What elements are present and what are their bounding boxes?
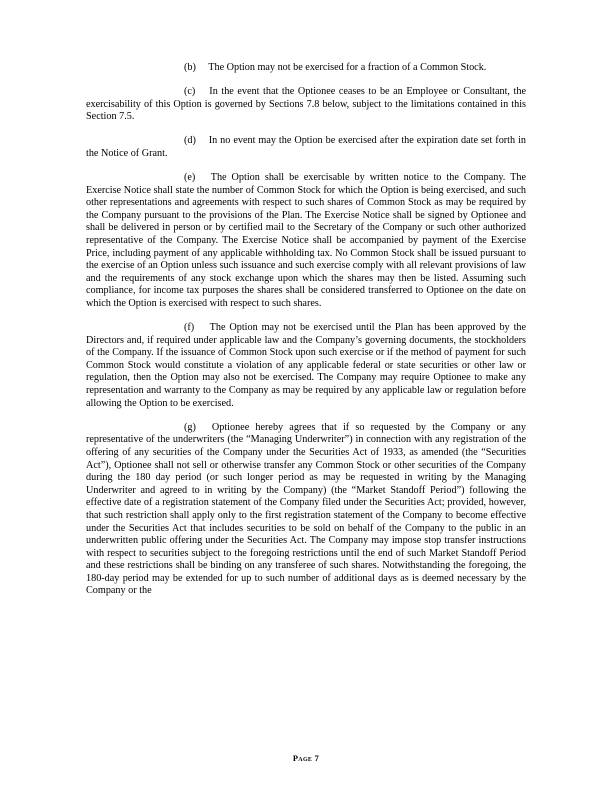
paragraph-label-spacer: [195, 172, 210, 183]
paragraph-label-spacer: [196, 422, 212, 433]
page-number: Page 7: [292, 754, 320, 763]
paragraph-label-b: (b): [184, 62, 196, 73]
paragraph-g: [86, 422, 526, 598]
paragraph-label-spacer: [195, 86, 209, 97]
paragraph-text-d: In no event may the Option be exercised after the expiration date set forth in the Notice of Grant.: [86, 135, 527, 159]
paragraph-text-e: The Option shall be exercisable by written notice to the Company. The Exercise Notice shall state the number of Common Stock for which the Option is being exercised, and such other representations and agreements with respect to such shares of Common Stock as may be required by the Company pursuant to the provisions of the Plan. The Exercise Notice shall be signed by Optionee and shall be delivered in person or by certified mail to the Secretary of the Company or such other authorized representative of the Company. The Exercise Notice shall be accompanied by payment of the Exercise Price, including payment of any applicable withholding tax. No Common Stock shall be issued pursuant to the exercise of an Option unless such issuance and such exercise comply with all relevant provisions of law and the requirements of any stock exchange upon which the shares may then be listed. Assuming such compliance, for income tax purposes the shares shall be considered transferred to Optionee on the date on which the Option is exercised with respect to such shares.: [86, 172, 527, 309]
paragraph-text-c: In the event that the Optionee ceases to be an Employee or Consultant, the exercisability of this Option is governed by Sections 7.8 below, subject to the limitations contained in this Section 7.5.: [86, 86, 526, 123]
paragraph-label-spacer: [194, 322, 209, 333]
paragraph-label-d: (d): [184, 135, 196, 147]
paragraph-label-g: (g): [184, 421, 196, 433]
paragraph-text-b: The Option may not be exercised for a fraction of a Common Stock.: [208, 62, 487, 73]
paragraph-label-c: (c): [184, 86, 196, 98]
document-body: [86, 62, 526, 610]
paragraph-label-spacer: [196, 135, 209, 146]
paragraph-label-f: (f): [184, 322, 195, 334]
paragraph-label-e: (e): [184, 172, 196, 184]
paragraph-label-spacer: [196, 62, 208, 73]
paragraph-c: [86, 86, 526, 124]
page-footer: [0, 748, 612, 766]
paragraph-text-f: The Option may not be exercised until the Plan has been approved by the Directors and, if required under applicable law and the Company’s governing documents, the stockholders of the Company. If the issuance of Common Stock upon such exercise or if the method of payment for such Common Stock would constitute a violation of any applicable federal or state securities or other law or regulation, then the Option may also not be exercised. The Company may require Optionee to make any representation and warranty to the Company as may be required by any applicable law or regulation before allowing the Option to be exercised.: [86, 322, 527, 409]
paragraph-f: [86, 322, 526, 410]
paragraph-e: [86, 172, 526, 311]
paragraph-d: [86, 135, 526, 160]
paragraph-text-g: Optionee hereby agrees that if so requested by the Company or any representative of the underwriters (the “Managing Underwriter”) in connection with any registration of the offering of any securities of the Company under the Securities Act of 1933, as amended (the “Securities Act”), Optionee shall not sell or otherwise transfer any Common Stock or other securities of the Company during the 180 day period (or such longer period as may be requested in writing by the Managing Underwriter and agreed to in writing by the Company) (the “Market Standoff Period”) following the effective date of a registration statement of the Company filed under the Securities Act; provided, however, that such restriction shall apply only to the first registration statement of the Company to become effective under the Securities Act that includes securities to be sold on behalf of the Company to the public in an underwritten public offering under the Securities Act. The Company may impose stop transfer instructions with respect to securities subject to the foregoing restrictions until the end of such Market Standoff Period and these restrictions shall be binding on any transferee of such shares. Notwithstanding the foregoing, the 180-day period may be extended for up to such number of additional days as is deemed necessary by the Company or the: [86, 421, 526, 597]
paragraph-b: [86, 62, 526, 75]
